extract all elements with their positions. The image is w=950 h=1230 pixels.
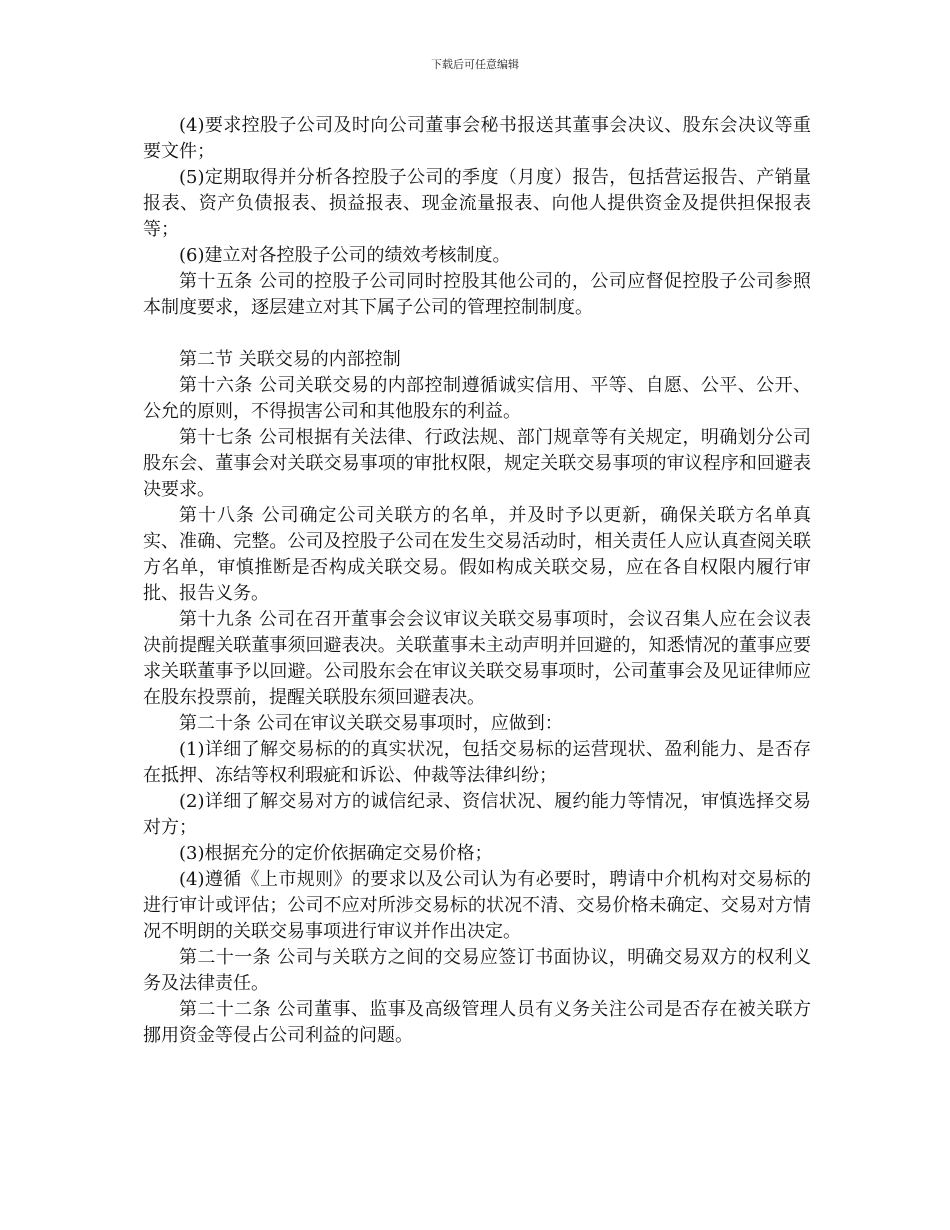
article-20-item-2: (2)详细了解交易对方的诚信纪录、资信状况、履约能力等情况，审慎选择交易对方； xyxy=(143,791,811,838)
document-body xyxy=(143,113,811,1049)
page-header: 下载后可任意编辑 xyxy=(431,58,519,71)
paragraph-item-6: (6)建立对各控股子公司的绩效考核制度。 xyxy=(179,245,511,266)
paragraph-item-4: (4)要求控股子公司及时向公司董事会秘书报送其董事会决议、股东会决议等重要文件； xyxy=(143,115,811,162)
section-gap xyxy=(143,321,811,347)
article-22: 第二十二条 公司董事、监事及高级管理人员有义务关注公司是否存在被关联方挪用资金等侵占公司利益的问题。 xyxy=(143,999,811,1046)
article-20: 第二十条 公司在审议关联交易事项时，应做到： xyxy=(179,713,563,734)
article-21: 第二十一条 公司与关联方之间的交易应签订书面协议，明确交易双方的权利义务及法律责任。 xyxy=(143,947,811,994)
article-17: 第十七条 公司根据有关法律、行政法规、部门规章等有关规定，明确划分公司股东会、董事会对关联交易事项的审批权限，规定关联交易事项的审议程序和回避表决要求。 xyxy=(143,427,811,500)
paragraph-item-5: (5)定期取得并分析各控股子公司的季度（月度）报告，包括营运报告、产销量报表、资产负债报表、损益报表、现金流量报表、向他人提供资金及提供担保报表等； xyxy=(143,167,811,240)
article-20-item-1: (1)详细了解交易标的的真实状况，包括交易标的运营现状、盈利能力、是否存在抵押、冻结等权利瑕疵和诉讼、仲裁等法律纠纷； xyxy=(143,739,811,786)
article-20-item-4: (4)遵循《上市规则》的要求以及公司认为有必要时，聘请中介机构对交易标的进行审计或评估；公司不应对所涉交易标的状况不清、交易价格未确定、交易对方情况不明朗的关联交易事项进行审议并作出决定。 xyxy=(143,869,811,942)
article-15: 第十五条 公司的控股子公司同时控股其他公司的，公司应督促控股子公司参照本制度要求，逐层建立对其下属子公司的管理控制制度。 xyxy=(143,271,811,318)
section-heading: 第二节 关联交易的内部控制 xyxy=(179,349,401,370)
article-19: 第十九条 公司在召开董事会会议审议关联交易事项时，会议召集人应在会议表决前提醒关联董事须回避表决。关联董事未主动声明并回避的，知悉情况的董事应要求关联董事予以回避。公司股东会在审议关联交易事项时，公司董事会及见证律师应在股东投票前，提醒关联股东须回避表决。 xyxy=(143,609,811,708)
article-20-item-3: (3)根据充分的定价依据确定交易价格； xyxy=(179,843,493,864)
article-16: 第十六条 公司关联交易的内部控制遵循诚实信用、平等、自愿、公平、公开、公允的原则，不得损害公司和其他股东的利益。 xyxy=(143,375,811,422)
article-18: 第十八条 公司确定公司关联方的名单，并及时予以更新，确保关联方名单真实、准确、完整。公司及控股子公司在发生交易活动时，相关责任人应认真查阅关联方名单，审慎推断是否构成关联交易。假如构成关联交易，应在各自权限内履行审批、报告义务。 xyxy=(143,505,811,604)
